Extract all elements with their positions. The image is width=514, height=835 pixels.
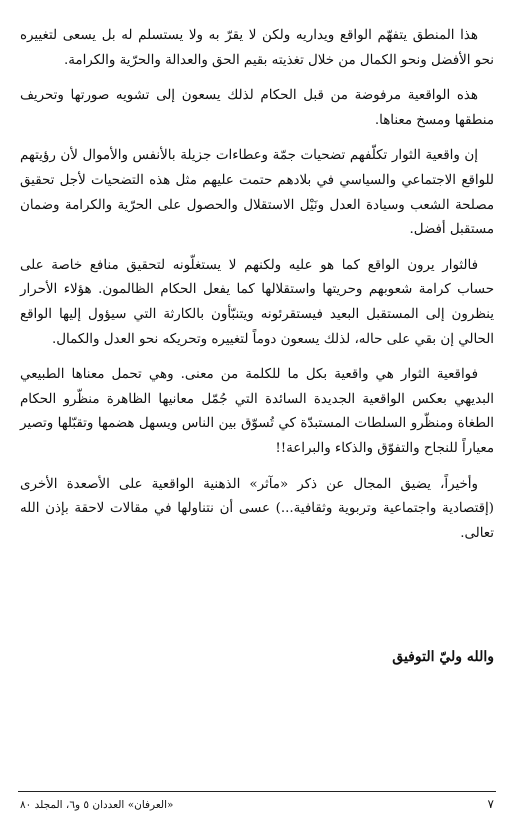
article-body [20, 24, 494, 557]
paragraph-2: هذه الواقعية مرفوضة من قبل الحكام لذلك يسعون إلى تشويه صورتها وتحريف منطقها ومسخ معناها. [20, 88, 494, 128]
paragraph-3: إن واقعية الثوار تكلّفهم تضحيات جمّة وعطاءات جزيلة بالأنفس والأموال لأن رؤيتهم للواقع الاجتماعي والسياسي في بلادهم حتمت عليهم مثل هذه التضحيات لأجل تحقيق مصلحة الشعب وسيادة العدل ونَيْل الاستقلال والحصول على الحرّية والكرامة وضمان مستقبل أفضل. [20, 148, 494, 238]
journal-citation: «العرفان» العددان ٥ و٦، المجلد ٨٠ [20, 799, 174, 811]
paragraph-5: فواقعية الثوار هي واقعية بكل ما للكلمة من معنى. وهي تحمل معناها الطبيعي البديهي بعكس الواقعية الجديدة السائدة التي جُمّل معانيها الظاهرة منظّرو الحكام الطغاة ومنظّرو السلطات المستبدّة كي تُسوّق بين الناس ويسهل هضمها وتقبّلها وتصير معياراً للنجاح والتفوّق والذكاء والبراعة!! [20, 367, 494, 456]
paragraph-4: فالثوار يرون الواقع كما هو عليه ولكنهم لا يستغلّونه لتحقيق منافع خاصة على حساب كرامة شعوبهم وحريتها واستقلالها كما يفعل الحكام الظالمون. هؤلاء الأحرار ينظرون إلى المستقبل البعيد فيستقرئونه ويتنبّأون بالكارثة التي سيؤول إليها الواقع الحالي إن بقي على حاله، لذلك يسعون دوماً لتغييره وتحريكه نحو العدل والكمال. [20, 257, 494, 347]
closing-line: والله وليّ التوفيق [392, 649, 494, 665]
footer-divider [18, 791, 496, 792]
paragraph-1: هذا المنطق يتفهّم الواقع ويداريه ولكن لا يقرّ به ولا يستسلم له بل يسعى لتغييره نحو الأفضل ونحو الكمال من خلال تغذيته بقيم الحق والعدالة والحرّية والكرامة. [20, 28, 494, 68]
paragraph-6: وأخيراً، يضيق المجال عن ذكر «مآثر» الذهنية الواقعية على الأصعدة الأخرى (إقتصادية واجتماعية وتربوية وثقافية...) عسى أن نتناولها في مقالات لاحقة بإذن الله تعالى. [20, 476, 494, 541]
page-number: ٧ [487, 797, 494, 811]
